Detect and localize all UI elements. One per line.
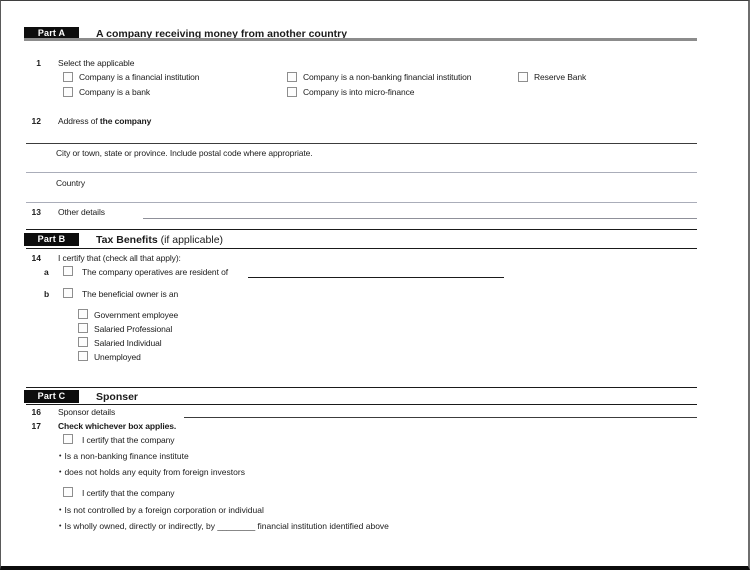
cert2-bullet-1: [59, 505, 264, 515]
checkbox-salaried-professional[interactable]: [78, 323, 88, 333]
part-b-title-normal: (if applicable): [157, 234, 224, 246]
part-b-top-rule: [26, 229, 697, 230]
address-rule-1: [26, 143, 697, 144]
checkbox-certify-company-1-label: I certify that the company: [82, 435, 175, 445]
bullet-icon: •: [59, 469, 62, 476]
checkbox-beneficial-owner-label: The beneficial owner is an: [82, 289, 179, 299]
q12-label-normal: Address of: [58, 116, 100, 126]
q13-number: 13: [31, 207, 41, 217]
checkbox-financial-institution[interactable]: [63, 72, 73, 82]
q13-label: Other details: [58, 207, 105, 217]
checkbox-unemployed-label: Unemployed: [94, 352, 141, 362]
q14-number: 14: [31, 253, 41, 263]
part-c-top-rule: [26, 387, 697, 388]
checkbox-company-is-a-bank-label: Company is a bank: [79, 87, 151, 97]
q12-label-bold: the company: [99, 116, 152, 126]
cert2-bullet-2: [59, 521, 389, 531]
cert1-bullet-1-text: Is a non-banking finance institute: [64, 451, 189, 461]
address-country-caption: Country: [56, 178, 86, 188]
part-a-badge: Part A: [24, 27, 79, 40]
address-street-field[interactable]: [26, 123, 697, 143]
checkbox-salaried-individual[interactable]: [78, 337, 88, 347]
cert2-bullet-2-text: Is wholly owned, directly or indirectly, by ________ financial institution identified above: [64, 521, 389, 531]
checkbox-non-banking-financial-institution-label: Company is a non-banking financial institution: [303, 72, 472, 82]
bullet-icon: •: [59, 523, 62, 530]
q14b-letter: b: [44, 289, 50, 299]
address-city-caption: City or town, state or province. Include postal code where appropriate.: [56, 148, 313, 158]
q17-label: Check whichever box applies.: [58, 421, 177, 431]
cert1-bullet-2-text: does not holds any equity from foreign investors: [64, 467, 245, 477]
address-city-field[interactable]: [26, 157, 697, 172]
address-country-field[interactable]: [26, 187, 697, 202]
checkbox-non-banking-financial-institution[interactable]: [287, 72, 297, 82]
q1-label: Select the applicable: [58, 58, 135, 68]
cert2-bullet-1-text: Is not controlled by a foreign corporation or individual: [64, 505, 264, 515]
part-a-rule: [24, 38, 697, 41]
checkbox-unemployed[interactable]: [78, 351, 88, 361]
resident-of-field[interactable]: [248, 277, 504, 278]
checkbox-company-is-a-bank[interactable]: [63, 87, 73, 97]
checkbox-salaried-individual-label: Salaried Individual: [94, 338, 162, 348]
part-c-badge: Part C: [24, 390, 79, 403]
checkbox-certify-company-2-label: I certify that the company: [82, 488, 175, 498]
checkbox-operatives-resident-label: The company operatives are resident of: [82, 267, 228, 277]
checkbox-financial-institution-label: Company is a financial institution: [79, 72, 200, 82]
bullet-icon: •: [59, 507, 62, 514]
checkbox-reserve-bank[interactable]: [518, 72, 528, 82]
address-rule-2: [26, 172, 697, 173]
q16-label: Sponsor details: [58, 407, 116, 417]
q17-number: 17: [31, 421, 41, 431]
q14-label: I certify that (check all that apply):: [58, 253, 181, 263]
checkbox-certify-company-1[interactable]: [63, 434, 73, 444]
checkbox-certify-company-2[interactable]: [63, 487, 73, 497]
checkbox-government-employee[interactable]: [78, 309, 88, 319]
part-c-title: Sponser: [96, 391, 139, 403]
q12-number: 12: [31, 116, 41, 126]
sponsor-details-field[interactable]: [184, 417, 697, 418]
checkbox-reserve-bank-label: Reserve Bank: [534, 72, 587, 82]
part-b-badge: Part B: [24, 233, 79, 246]
cert1-bullet-1: [59, 451, 189, 461]
checkbox-beneficial-owner[interactable]: [63, 288, 73, 298]
address-rule-3: [26, 202, 697, 203]
bullet-icon: •: [59, 453, 62, 460]
q1-number: 1: [36, 58, 41, 68]
q16-number: 16: [31, 407, 41, 417]
cert1-bullet-2: [59, 467, 245, 477]
checkbox-micro-finance-label: Company is into micro-finance: [303, 87, 415, 97]
checkbox-government-employee-label: Government employee: [94, 310, 179, 320]
checkbox-salaried-professional-label: Salaried Professional: [94, 324, 173, 334]
q14a-letter: a: [44, 267, 49, 277]
part-c-bottom-rule: [26, 404, 697, 405]
part-b-bottom-rule: [26, 248, 697, 249]
part-b-title-bold: Tax Benefits: [96, 234, 158, 246]
checkbox-operatives-resident[interactable]: [63, 266, 73, 276]
checkbox-micro-finance[interactable]: [287, 87, 297, 97]
part-b-title: [96, 234, 223, 246]
other-details-field[interactable]: [143, 218, 697, 219]
part-a-title: A company receiving money from another country: [96, 28, 348, 40]
